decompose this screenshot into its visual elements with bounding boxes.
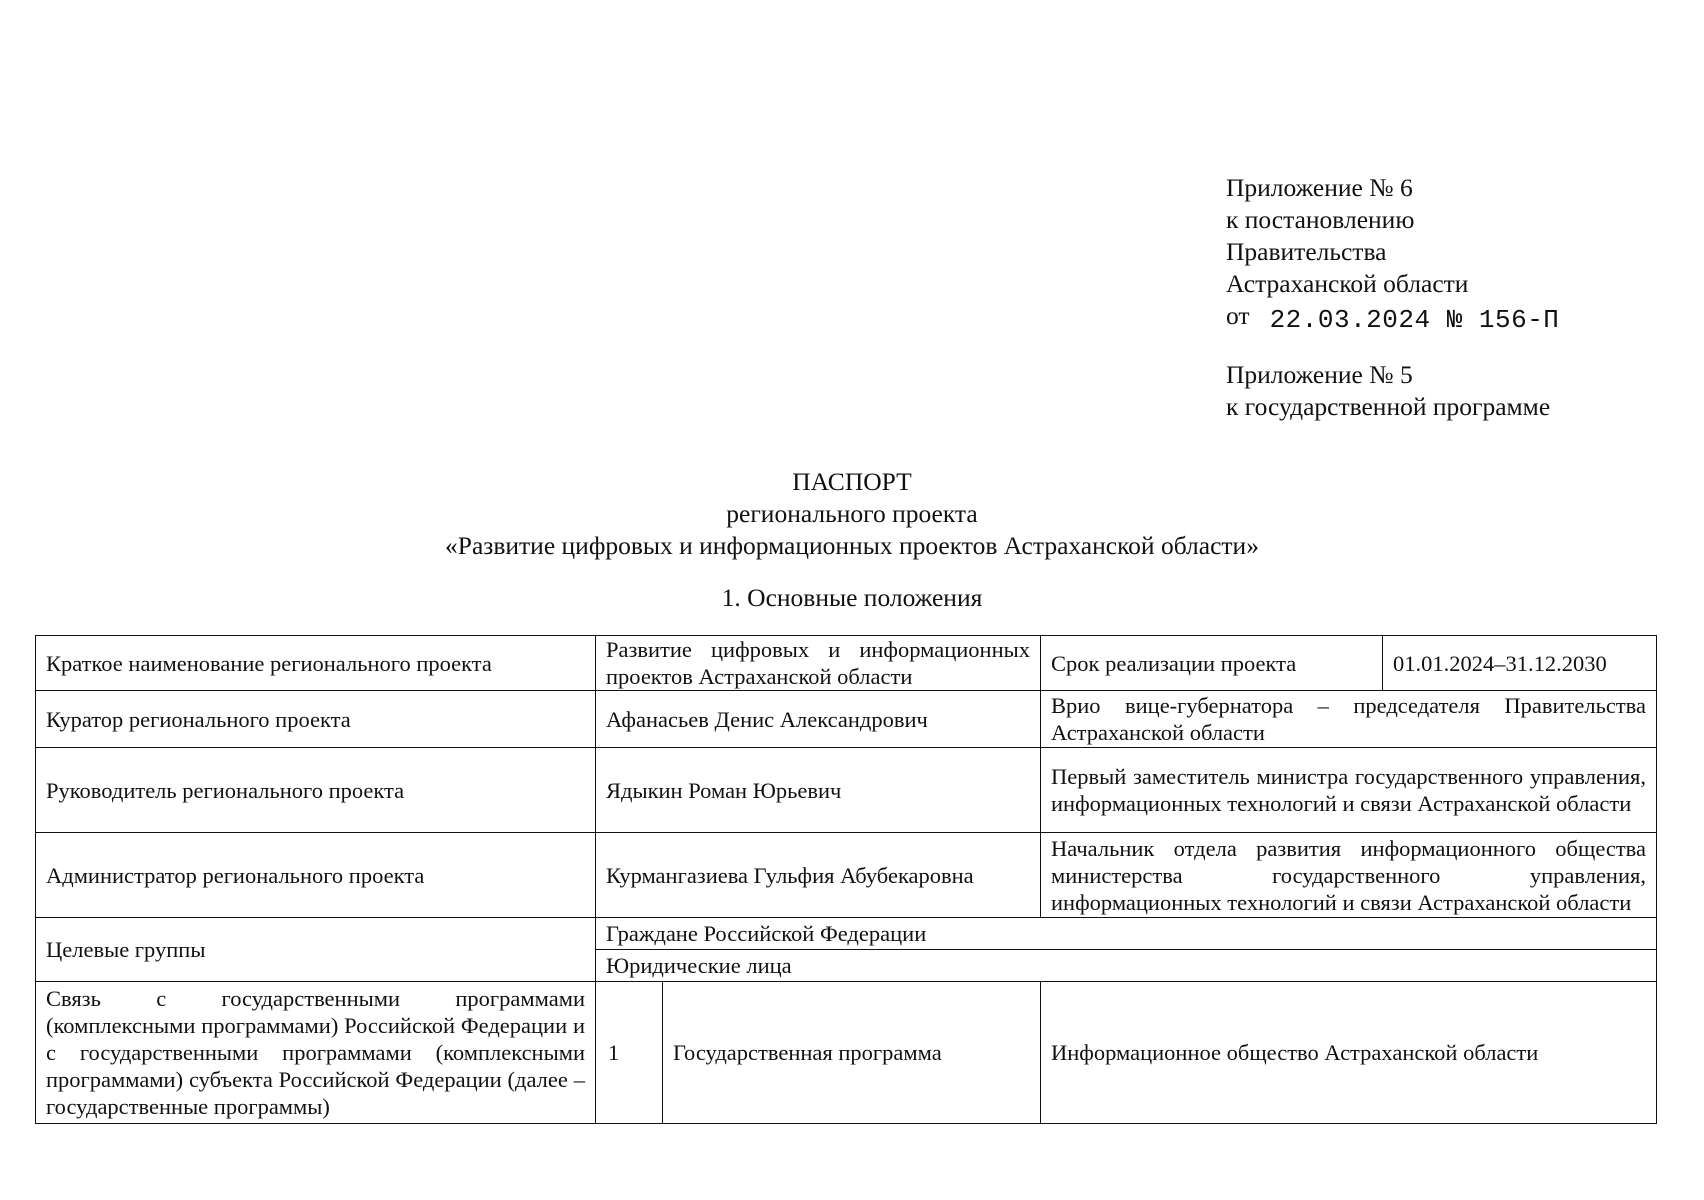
- appendix-6-line-2: к постановлению: [1226, 205, 1415, 234]
- curator-name: Афанасьев Денис Александрович: [596, 691, 1041, 748]
- admin-position: Начальник отдела развития информационного общества министерства государственного управления, информационных технологий и связи Астраханской области: [1041, 833, 1657, 918]
- table-row: [36, 748, 1657, 833]
- table-row: [36, 691, 1657, 748]
- term-value: 01.01.2024–31.12.2030: [1383, 636, 1657, 691]
- head-name: Ядыкин Роман Юрьевич: [596, 748, 1041, 833]
- short-name-value: Развитие цифровых и информационных проектов Астраханской области: [596, 636, 1041, 691]
- section-heading: 1. Основные положения: [721, 583, 983, 612]
- document-title: [0, 466, 1704, 562]
- appendix-5-line-1: Приложение № 5: [1226, 360, 1413, 389]
- head-label: Руководитель регионального проекта: [36, 748, 596, 833]
- table-row: [36, 982, 1657, 1124]
- target-groups-label: Целевые группы: [36, 918, 596, 982]
- short-name-label: Краткое наименование регионального проекта: [36, 636, 596, 691]
- head-position: Первый заместитель министра государственного управления, информационных технологий и связи Астраханской области: [1041, 748, 1657, 833]
- curator-position: Врио вице-губернатора – председателя Правительства Астраханской области: [1041, 691, 1657, 748]
- project-passport-table: [35, 635, 1657, 1124]
- program-link-number: 1: [596, 982, 663, 1124]
- title-line-1: ПАСПОРТ: [792, 467, 912, 496]
- program-link-type: Государственная программа: [663, 982, 1041, 1124]
- table-row: [36, 636, 1657, 691]
- table-row: [36, 833, 1657, 918]
- table-row: [36, 918, 1657, 950]
- admin-label: Администратор регионального проекта: [36, 833, 596, 918]
- appendix-from-label: от: [1226, 301, 1250, 330]
- target-group-2: Юридические лица: [596, 950, 1657, 982]
- program-link-name: Информационное общество Астраханской области: [1041, 982, 1657, 1124]
- registration-stamp: 22.03.2024 № 156-П: [1269, 305, 1560, 335]
- term-label: Срок реализации проекта: [1041, 636, 1383, 691]
- appendix-header: [1226, 172, 1559, 423]
- target-group-1: Граждане Российской Федерации: [596, 918, 1657, 950]
- appendix-6-date-line: [1226, 300, 1559, 333]
- appendix-6-line-1: Приложение № 6: [1226, 173, 1413, 202]
- title-line-2: регионального проекта: [726, 499, 978, 528]
- appendix-6-line-4: Астраханской области: [1226, 269, 1469, 298]
- admin-name: Курмангазиева Гульфия Абубекаровна: [596, 833, 1041, 918]
- title-line-3: «Развитие цифровых и информационных проектов Астраханской области»: [445, 531, 1259, 560]
- curator-label: Куратор регионального проекта: [36, 691, 596, 748]
- appendix-5-line-2: к государственной программе: [1226, 392, 1551, 421]
- appendix-6-line-3: Правительства: [1226, 237, 1387, 266]
- program-link-label: Связь с государственными программами (комплексными программами) Российской Федерации и с государственными программами (комплексными программами) субъекта Российской Федерации (далее – государственные программы): [36, 982, 596, 1124]
